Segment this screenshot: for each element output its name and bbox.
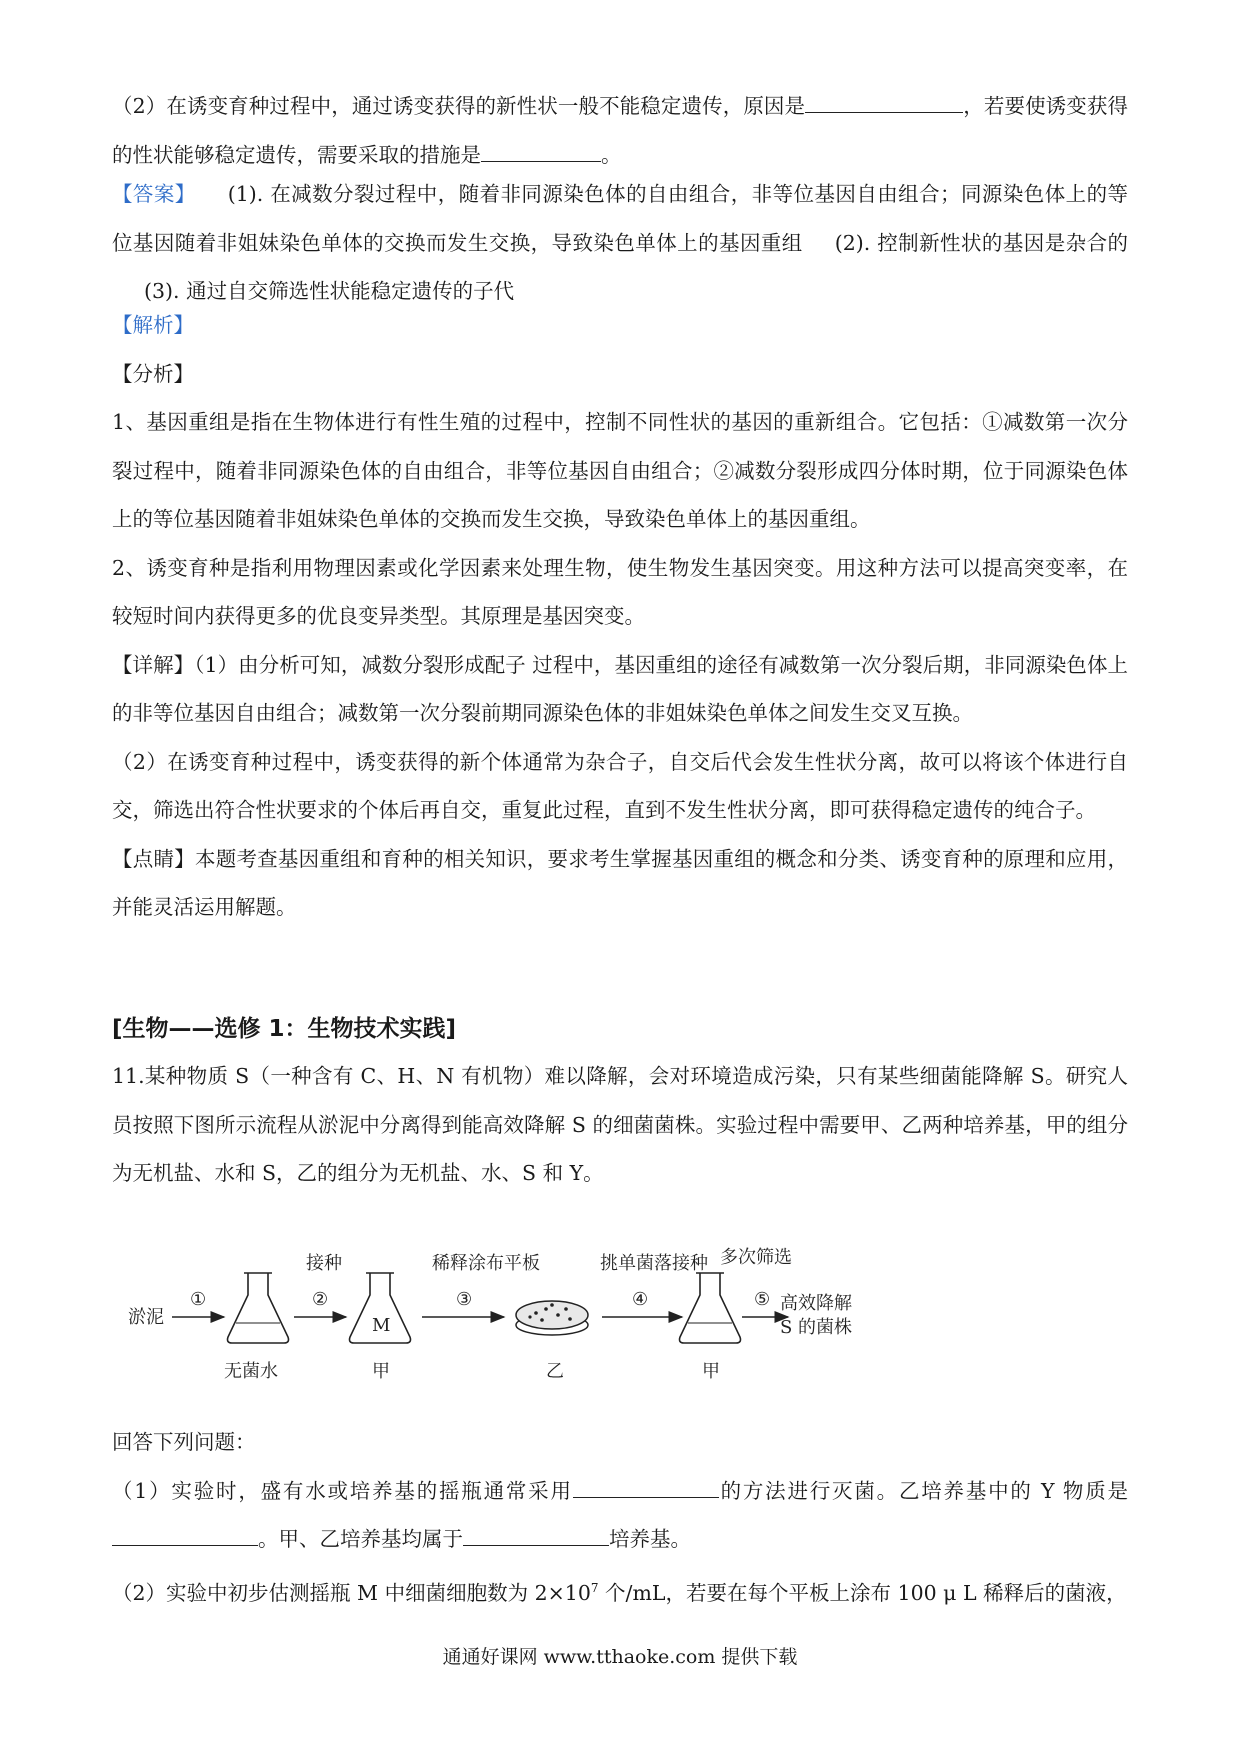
inoculate-label: 接种 <box>306 1253 342 1274</box>
comment-para: 【点睛】本题考查基因重组和育种的相关知识，要求考生掌握基因重组的概念和分类、诱变育种的原理和应用，并能灵活运用解题。 <box>112 846 1129 919</box>
analysis-para-1: 1、基因重组是指在生物体进行有性生殖的过程中，控制不同性状的基因的重新组合。它包括：①减数第一次分裂过程中，随着非同源染色体的自由组合，非等位基因自由组合；②减数分裂形成四分体时期，位于同源染色体上的等位基因随着非姐妹染色单体的交换而发生交换，导致染色单体上的基因重组。 <box>112 410 1128 531</box>
step-4-label: ④ <box>632 1289 649 1310</box>
step-2-label: ② <box>312 1289 329 1310</box>
flask-sterile-water <box>228 1273 289 1343</box>
answer-blank <box>463 1523 609 1546</box>
answer-blank <box>805 90 963 113</box>
answer-item-2: (2). 控制新性状的基因是杂合的 <box>834 230 1128 255</box>
flask-3-label: 甲 <box>702 1361 720 1382</box>
analysis-tag: 【解析】 <box>112 313 194 337</box>
pick-colony-label: 挑单菌落接种 <box>600 1253 708 1274</box>
flask-2-label: 甲 <box>372 1361 390 1382</box>
q11-part1: （1）实验时，盛有水或培养基的摇瓶通常采用 的方法进行灭菌。乙培养基中的 Y 物质是。甲、乙培养基均属于 培养基。 <box>112 1467 1128 1564</box>
dilute-label: 稀释涂布平板 <box>432 1253 540 1274</box>
detail-para-1: 【详解】（1）由分析可知，减数分裂形成配子 过程中，基因重组的途径有减数第一次分裂后期，非同源染色体上的非等位基因自由组合；减数第一次分裂前期同源染色体的非姐妹染色单体之间发生交叉互换。 <box>112 652 1129 725</box>
step-3-label: ③ <box>456 1289 473 1310</box>
answer-item-1: (1). 在减数分裂过程中，随着非同源染色体的自由组合，非等位基因自由组合；同源染色体上的等位基因随着非姐妹染色单体的交换而发生交换，导致染色单体上的基因重组 <box>112 182 1128 255</box>
screen-label: 多次筛选 <box>720 1247 792 1268</box>
q11-stem-text: 11.某种物质 S（一种含有 C、H、N 有机物）难以降解，会对环境造成污染，只有某些细菌能降解 S。研究人员按照下图所示流程从淤泥中分离得到能高效降解 S 的细菌菌株。实验过程中需要甲、乙两种培养基，甲的组分为无机盐、水和 S，乙的组分为无机盐、水、S 和 Y。 <box>112 1064 1128 1185</box>
q11-questions <box>112 1418 1128 1617</box>
q10-part2 <box>112 82 1128 179</box>
result-line-2: S 的菌株 <box>780 1317 853 1338</box>
isolation-flow-diagram <box>120 1245 853 1395</box>
answer-tag: 【答案】 <box>112 182 196 206</box>
analysis-para-2: 2、诱变育种是指利用物理因素或化学因素来处理生物，使生物发生基因突变。用这种方法可以提高突变率，在较短时间内获得更多的优良变异类型。其原理是基因突变。 <box>112 555 1128 628</box>
flask-m-mark: M <box>372 1315 391 1336</box>
step-5-label: ⑤ <box>754 1289 771 1310</box>
answer-blank <box>112 1523 258 1546</box>
q11-stem <box>112 1052 1128 1198</box>
detail-para-2: （2）在诱变育种过程中，诱变获得的新个体通常为杂合子，自交后代会发生性状分离，故可以将该个体进行自交，筛选出符合性状要求的个体后再自交，重复此过程，直到不发生性状分离，即可获得稳定遗传的纯合子。 <box>112 749 1128 822</box>
analysis-block <box>112 301 1128 932</box>
flask-medium-jia-m <box>350 1273 411 1343</box>
answer-block <box>112 170 1128 316</box>
fenxi-tag: 【分析】 <box>112 361 194 386</box>
q10-part2-text: （2）在诱变育种过程中，通过诱变获得的新性状一般不能稳定遗传，原因是 ，若要使诱变获得的性状能够稳定遗传，需要采取的措施是 。 <box>112 82 1128 179</box>
step-1-label: ① <box>190 1289 207 1310</box>
result-line-1: 高效降解 <box>780 1293 852 1314</box>
flask-medium-jia-2 <box>680 1273 741 1343</box>
answer-item-3: (3). 通过自交筛选性状能稳定遗传的子代 <box>144 279 515 303</box>
flask-1-label: 无菌水 <box>224 1361 278 1382</box>
answer-blank <box>481 139 601 162</box>
answer-prompt: 回答下列问题： <box>112 1430 256 1454</box>
diagram-start: 淤泥 <box>128 1307 164 1328</box>
answer-blank <box>573 1475 719 1498</box>
plate-label: 乙 <box>546 1361 564 1382</box>
petri-dish-yi <box>516 1301 588 1335</box>
section-title: [生物——选修 1：生物技术实践] <box>112 1016 457 1042</box>
page-footer: 通通好课网 www.tthaoke.com 提供下载 <box>442 1646 798 1668</box>
q11-part2: （2）实验中初步估测摇瓶 M 中细菌细胞数为 $2\times 10^7$ 个/mL，若要在每个平板上涂布 100 μ L 稀释后的菌液， <box>112 1580 1127 1605</box>
